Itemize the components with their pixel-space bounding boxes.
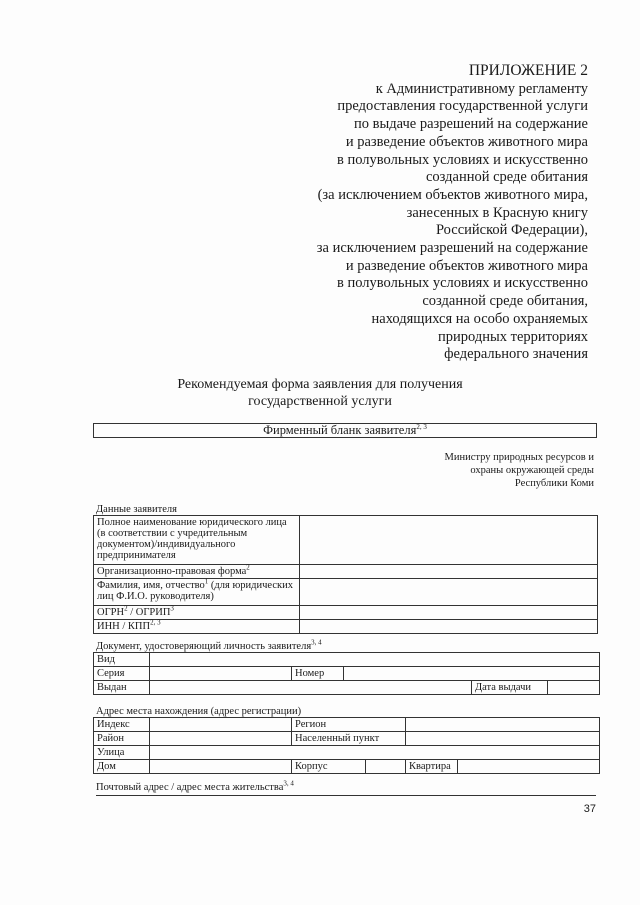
annex-line: в полувольных условиях и искусственно — [337, 151, 588, 168]
letterhead-label: Фирменный бланк заявителя — [263, 423, 417, 437]
table-row — [94, 620, 598, 634]
legal-form-label: Организационно-правовая форма$^2$ — [94, 565, 300, 579]
table-row — [94, 606, 598, 620]
footnote-ref: 2, 3 — [416, 422, 427, 431]
annex-line: Российской Федерации), — [435, 222, 588, 239]
letterhead-box — [93, 423, 597, 438]
table-row — [94, 516, 598, 565]
address-table — [93, 717, 600, 774]
fio-label: Фамилия, имя, отчество$^1$ (для юридических лиц Ф.И.О. руководителя) — [94, 579, 300, 606]
doc-series-label: Серия — [94, 667, 150, 681]
applicant-table — [93, 515, 598, 634]
region-field[interactable] — [406, 718, 600, 732]
annex-line: созданной среде обитания — [425, 169, 588, 186]
footnote-ref: 1 — [204, 577, 209, 586]
street-label: Улица — [94, 746, 150, 760]
table-row — [94, 746, 600, 760]
table-row — [94, 760, 600, 774]
page-number: 37 — [583, 803, 596, 815]
inn-label: ИНН / КПП$^{2, 3}$ — [94, 620, 300, 634]
annex-line: к Административному регламенту — [375, 80, 588, 97]
annex-line: и разведение объектов животного мира — [345, 133, 588, 150]
footnote-ref: 2, 3 — [150, 618, 161, 627]
doc-number-field[interactable] — [344, 667, 600, 681]
district-field[interactable] — [150, 732, 292, 746]
full-name-field[interactable] — [300, 516, 598, 565]
building-label: Корпус — [292, 760, 366, 774]
annex-line: федерального значения — [444, 346, 588, 363]
doc-type-field[interactable] — [150, 653, 600, 667]
legal-form-field[interactable] — [300, 565, 598, 579]
street-field[interactable] — [150, 746, 600, 760]
annex-line: по выдаче разрешений на содержание — [354, 116, 588, 133]
recipient-line: Министру природных ресурсов и — [444, 452, 594, 463]
postal-section-label: Почтовый адрес / адрес места жительства$^{3, 4}$ — [96, 782, 596, 796]
annex-header — [258, 62, 588, 364]
footnote-ref: 3 — [170, 604, 174, 613]
identity-doc-table — [93, 652, 600, 695]
table-row — [94, 718, 600, 732]
settlement-field[interactable] — [406, 732, 600, 746]
form-title-line: Рекомендуемая форма заявления для получения — [177, 377, 463, 392]
house-field[interactable] — [150, 760, 292, 774]
recipient-line: охраны окружающей среды — [470, 465, 594, 476]
annex-line: природных территориях — [438, 328, 588, 345]
form-title-line: государственной услуги — [248, 394, 392, 409]
annex-line: предоставления государственной услуги — [337, 98, 588, 115]
annex-line: в полувольных условиях и искусственно — [337, 275, 588, 292]
house-label: Дом — [94, 760, 150, 774]
doc-number-label: Номер — [292, 667, 344, 681]
index-field[interactable] — [150, 718, 292, 732]
address-section-label: Адрес места нахождения (адрес регистрации) — [96, 706, 302, 717]
doc-series-field[interactable] — [150, 667, 292, 681]
table-row — [94, 667, 600, 681]
region-label: Регион — [292, 718, 406, 732]
ogrn-field[interactable] — [300, 606, 598, 620]
footnote-ref: 2 — [124, 604, 128, 613]
table-row — [94, 579, 598, 606]
ogrn-label: ОГРН$^2$ / ОГРИП$^3$ — [94, 606, 300, 620]
annex-title: ПРИЛОЖЕНИЕ 2 — [468, 62, 588, 79]
form-title — [0, 376, 640, 410]
district-label: Район — [94, 732, 150, 746]
table-row — [94, 653, 600, 667]
identity-doc-section-label: Документ, удостоверяющий личность заявителя$^{3, 4}$ — [96, 638, 322, 652]
settlement-label: Населенный пункт — [292, 732, 406, 746]
doc-issued-by-field[interactable] — [150, 681, 472, 695]
doc-type-label: Вид — [94, 653, 150, 667]
table-row — [94, 681, 600, 695]
table-row — [94, 732, 600, 746]
annex-line: за исключением разрешений на содержание — [316, 240, 588, 257]
footnote-ref: 2 — [246, 563, 250, 572]
full-name-label: Полное наименование юридического лица (в соответствии с учредительным документом)/индивидуального предпринимателя — [94, 516, 300, 565]
annex-line: находящихся на особо охраняемых — [371, 310, 588, 327]
index-label: Индекс — [94, 718, 150, 732]
fio-field[interactable] — [300, 579, 598, 606]
doc-issued-by-label: Выдан — [94, 681, 150, 695]
applicant-section-label: Данные заявителя — [96, 504, 177, 515]
footnote-ref: 3, 4 — [283, 779, 294, 788]
recipient-line: Республики Коми — [514, 478, 594, 489]
apartment-label: Квартира — [406, 760, 458, 774]
building-field[interactable] — [366, 760, 406, 774]
annex-line: созданной среде обитания, — [422, 293, 588, 310]
doc-issue-date-field[interactable] — [548, 681, 600, 695]
apartment-field[interactable] — [458, 760, 600, 774]
inn-field[interactable] — [300, 620, 598, 634]
annex-line: и разведение объектов животного мира — [345, 257, 588, 274]
doc-issue-date-label: Дата выдачи — [472, 681, 548, 695]
table-row — [94, 565, 598, 579]
annex-line: (за исключением объектов животного мира, — [317, 186, 588, 203]
annex-line: занесенных в Красную книгу — [406, 204, 588, 221]
footnote-ref: 3, 4 — [311, 638, 322, 647]
recipient-block — [354, 451, 594, 490]
